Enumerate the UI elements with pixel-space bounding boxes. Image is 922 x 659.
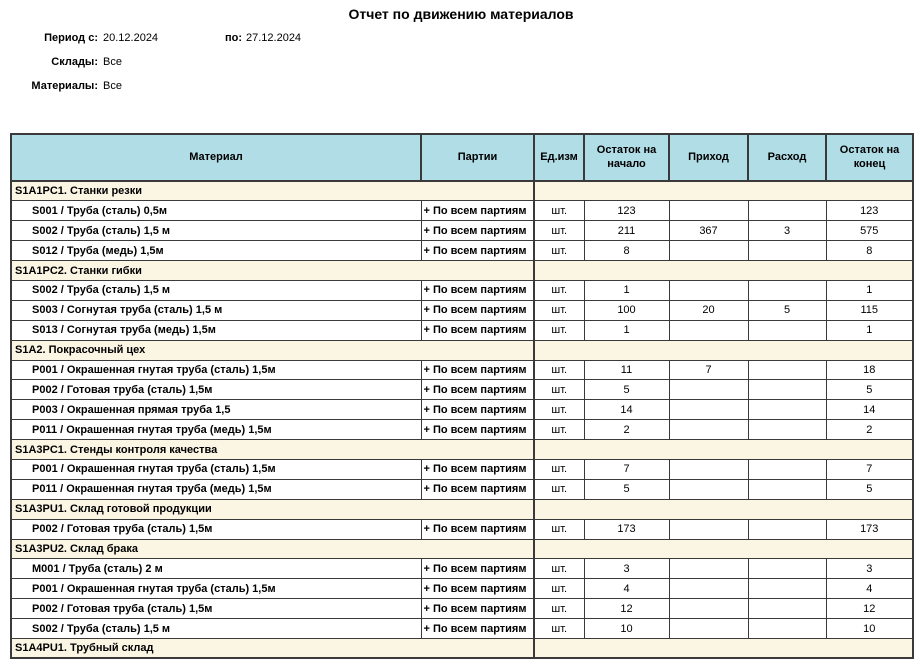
income-cell: 20	[669, 300, 748, 320]
batch-expander[interactable]: + По всем партиям	[421, 599, 534, 619]
material-name-cell: S002 / Труба (сталь) 1,5 м	[11, 221, 421, 241]
end-balance-cell: 18	[826, 360, 913, 380]
material-row	[11, 380, 913, 400]
expense-cell	[748, 599, 826, 619]
end-balance-cell: 4	[826, 579, 913, 599]
end-balance-cell: 8	[826, 241, 913, 261]
group-row	[11, 181, 913, 201]
column-header-start-balance: Остаток на начало	[584, 134, 669, 181]
material-name-cell: S003 / Согнутая труба (сталь) 1,5 м	[11, 300, 421, 320]
expense-cell	[748, 479, 826, 499]
material-row	[11, 360, 913, 380]
report-title: Отчет по движению материалов	[348, 6, 574, 22]
unit-cell: шт.	[534, 380, 584, 400]
end-balance-cell: 5	[826, 479, 913, 499]
start-balance-cell: 4	[584, 579, 669, 599]
expense-cell	[748, 519, 826, 539]
expense-cell	[748, 380, 826, 400]
column-header-unit: Ед.изм	[534, 134, 584, 181]
batch-expander[interactable]: + По всем партиям	[421, 221, 534, 241]
column-header-expense: Расход	[748, 134, 826, 181]
group-row-spacer	[534, 539, 913, 559]
start-balance-cell: 3	[584, 559, 669, 579]
header-row	[11, 134, 913, 181]
batch-expander[interactable]: + По всем партиям	[421, 380, 534, 400]
start-balance-cell: 1	[584, 320, 669, 340]
group-row-spacer	[534, 499, 913, 519]
unit-cell: шт.	[534, 280, 584, 300]
start-balance-cell: 5	[584, 380, 669, 400]
unit-cell: шт.	[534, 360, 584, 380]
batch-expander[interactable]: + По всем партиям	[421, 479, 534, 499]
batch-expander[interactable]: + По всем партиям	[421, 241, 534, 261]
end-balance-cell: 12	[826, 599, 913, 619]
batch-expander[interactable]: + По всем партиям	[421, 559, 534, 579]
materials-value: Все	[103, 80, 122, 92]
period-from-label: Период с:	[44, 32, 98, 44]
expense-cell: 5	[748, 300, 826, 320]
material-name-cell: S001 / Труба (сталь) 0,5м	[11, 201, 421, 221]
unit-cell: шт.	[534, 400, 584, 420]
batch-expander[interactable]: + По всем партиям	[421, 320, 534, 340]
expense-cell	[748, 559, 826, 579]
start-balance-cell: 100	[584, 300, 669, 320]
unit-cell: шт.	[534, 320, 584, 340]
income-cell	[669, 459, 748, 479]
material-row	[11, 619, 913, 639]
income-cell	[669, 420, 748, 440]
expense-cell	[748, 459, 826, 479]
group-row	[11, 539, 913, 559]
material-row	[11, 420, 913, 440]
group-name: S1A3PU1. Склад готовой продукции	[11, 499, 534, 519]
start-balance-cell: 173	[584, 519, 669, 539]
start-balance-cell: 7	[584, 459, 669, 479]
end-balance-cell: 10	[826, 619, 913, 639]
batch-expander[interactable]: + По всем партиям	[421, 400, 534, 420]
start-balance-cell: 2	[584, 420, 669, 440]
end-balance-cell: 14	[826, 400, 913, 420]
material-row	[11, 241, 913, 261]
material-row	[11, 579, 913, 599]
group-row-spacer	[534, 181, 913, 201]
end-balance-cell: 173	[826, 519, 913, 539]
start-balance-cell: 10	[584, 619, 669, 639]
income-cell	[669, 280, 748, 300]
batch-expander[interactable]: + По всем партиям	[421, 519, 534, 539]
warehouses-label: Склады:	[51, 56, 98, 68]
end-balance-cell: 1	[826, 280, 913, 300]
batch-expander[interactable]: + По всем партиям	[421, 201, 534, 221]
materials-label: Материалы:	[31, 80, 98, 92]
income-cell: 7	[669, 360, 748, 380]
unit-cell: шт.	[534, 479, 584, 499]
material-row	[11, 280, 913, 300]
material-row	[11, 300, 913, 320]
unit-cell: шт.	[534, 519, 584, 539]
material-name-cell: S012 / Труба (медь) 1,5м	[11, 241, 421, 261]
group-name: S1A4PU1. Трубный склад	[11, 638, 534, 658]
expense-cell	[748, 280, 826, 300]
unit-cell: шт.	[534, 619, 584, 639]
unit-cell: шт.	[534, 599, 584, 619]
column-header-end-balance: Остаток на конец	[826, 134, 913, 181]
end-balance-cell: 575	[826, 221, 913, 241]
material-name-cell: P002 / Готовая труба (сталь) 1,5м	[11, 519, 421, 539]
end-balance-cell: 7	[826, 459, 913, 479]
material-row	[11, 519, 913, 539]
column-header-income: Приход	[669, 134, 748, 181]
group-row	[11, 261, 913, 281]
group-row	[11, 638, 913, 658]
expense-cell	[748, 241, 826, 261]
start-balance-cell: 211	[584, 221, 669, 241]
group-row	[11, 340, 913, 360]
material-row	[11, 599, 913, 619]
unit-cell: шт.	[534, 201, 584, 221]
material-name-cell: P002 / Готовая труба (сталь) 1,5м	[11, 599, 421, 619]
start-balance-cell: 123	[584, 201, 669, 221]
end-balance-cell: 5	[826, 380, 913, 400]
expense-cell	[748, 619, 826, 639]
report-table-head	[11, 134, 913, 181]
expense-cell	[748, 420, 826, 440]
materials-movement-table	[10, 133, 914, 659]
income-cell	[669, 380, 748, 400]
material-row	[11, 320, 913, 340]
income-cell	[669, 619, 748, 639]
unit-cell: шт.	[534, 459, 584, 479]
report-table-body	[11, 181, 913, 658]
start-balance-cell: 14	[584, 400, 669, 420]
material-name-cell: P002 / Готовая труба (сталь) 1,5м	[11, 380, 421, 400]
start-balance-cell: 8	[584, 241, 669, 261]
column-header-material: Материал	[11, 134, 421, 181]
batch-expander[interactable]: + По всем партиям	[421, 459, 534, 479]
warehouses-value: Все	[103, 56, 122, 68]
period-to-label: по:	[224, 32, 242, 44]
start-balance-cell: 5	[584, 479, 669, 499]
batch-expander[interactable]: + По всем партиям	[421, 300, 534, 320]
group-row	[11, 499, 913, 519]
material-row	[11, 400, 913, 420]
material-name-cell: M001 / Труба (сталь) 2 м	[11, 559, 421, 579]
income-cell	[669, 519, 748, 539]
income-cell: 367	[669, 221, 748, 241]
material-row	[11, 479, 913, 499]
material-name-cell: P001 / Окрашенная гнутая труба (сталь) 1,5м	[11, 459, 421, 479]
material-name-cell: P011 / Окрашенная гнутая труба (медь) 1,5м	[11, 420, 421, 440]
income-cell	[669, 201, 748, 221]
unit-cell: шт.	[534, 300, 584, 320]
material-name-cell: P001 / Окрашенная гнутая труба (сталь) 1,5м	[11, 360, 421, 380]
income-cell	[669, 599, 748, 619]
expense-cell	[748, 400, 826, 420]
group-row-spacer	[534, 340, 913, 360]
batch-expander[interactable]: + По всем партиям	[421, 619, 534, 639]
end-balance-cell: 3	[826, 559, 913, 579]
material-row	[11, 201, 913, 221]
income-cell	[669, 320, 748, 340]
group-row-spacer	[534, 261, 913, 281]
unit-cell: шт.	[534, 420, 584, 440]
column-header-batches: Партии	[421, 134, 534, 181]
material-row	[11, 221, 913, 241]
expense-cell	[748, 201, 826, 221]
expense-cell	[748, 360, 826, 380]
group-name: S1A3PC1. Стенды контроля качества	[11, 440, 534, 460]
unit-cell: шт.	[534, 559, 584, 579]
expense-cell: 3	[748, 221, 826, 241]
income-cell	[669, 400, 748, 420]
material-name-cell: S002 / Труба (сталь) 1,5 м	[11, 280, 421, 300]
batch-expander[interactable]: + По всем партиям	[421, 360, 534, 380]
income-cell	[669, 579, 748, 599]
unit-cell: шт.	[534, 241, 584, 261]
end-balance-cell: 1	[826, 320, 913, 340]
batch-expander[interactable]: + По всем партиям	[421, 579, 534, 599]
group-row-spacer	[534, 638, 913, 658]
group-row-spacer	[534, 440, 913, 460]
start-balance-cell: 1	[584, 280, 669, 300]
end-balance-cell: 115	[826, 300, 913, 320]
batch-expander[interactable]: + По всем партиям	[421, 420, 534, 440]
unit-cell: шт.	[534, 579, 584, 599]
group-name: S1A2. Покрасочный цех	[11, 340, 534, 360]
start-balance-cell: 12	[584, 599, 669, 619]
end-balance-cell: 123	[826, 201, 913, 221]
expense-cell	[748, 579, 826, 599]
group-name: S1A3PU2. Склад брака	[11, 539, 534, 559]
expense-cell	[748, 320, 826, 340]
period-to-value: 27.12.2024	[246, 32, 302, 44]
income-cell	[669, 241, 748, 261]
material-name-cell: S002 / Труба (сталь) 1,5 м	[11, 619, 421, 639]
end-balance-cell: 2	[826, 420, 913, 440]
group-name: S1A1PC1. Станки резки	[11, 181, 534, 201]
material-name-cell: P001 / Окрашенная гнутая труба (сталь) 1,5м	[11, 579, 421, 599]
material-name-cell: S013 / Согнутая труба (медь) 1,5м	[11, 320, 421, 340]
material-name-cell: P003 / Окрашенная прямая труба 1,5	[11, 400, 421, 420]
batch-expander[interactable]: + По всем партиям	[421, 280, 534, 300]
start-balance-cell: 11	[584, 360, 669, 380]
period-from-value: 20.12.2024	[103, 32, 159, 44]
income-cell	[669, 479, 748, 499]
unit-cell: шт.	[534, 221, 584, 241]
material-name-cell: P011 / Окрашенная гнутая труба (медь) 1,5м	[11, 479, 421, 499]
material-row	[11, 559, 913, 579]
group-row	[11, 440, 913, 460]
income-cell	[669, 559, 748, 579]
material-row	[11, 459, 913, 479]
group-name: S1A1PC2. Станки гибки	[11, 261, 534, 281]
